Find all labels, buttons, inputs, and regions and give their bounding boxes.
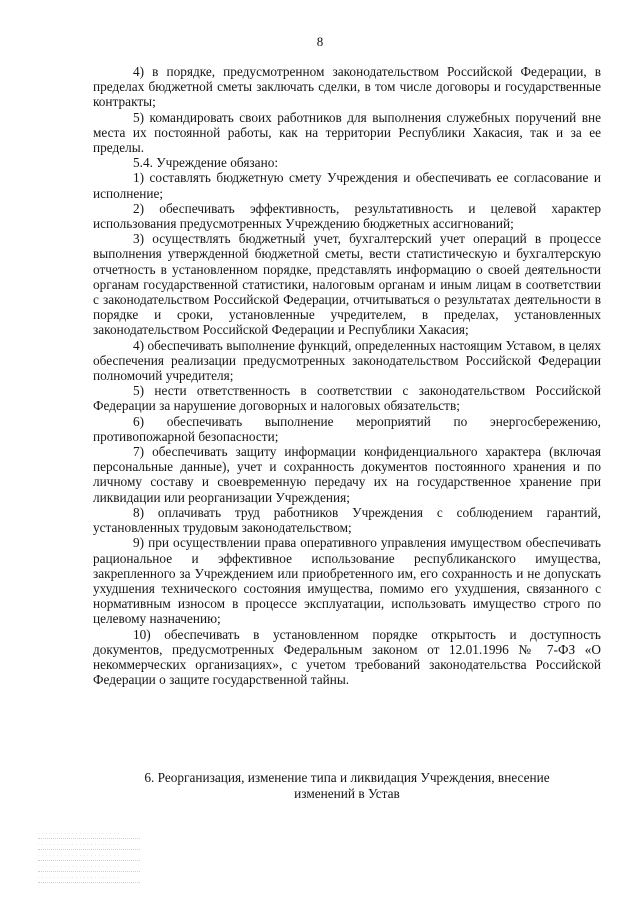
paragraph-clause-4: 4) в порядке, предусмотренном законодательством Российской Федерации, в пределах бюджетной сметы заключать сделки, в том числе договоры и государственные контракты; <box>93 64 601 110</box>
section-heading-line-1: 6. Реорганизация, изменение типа и ликвидация Учреждения, внесение <box>144 770 550 785</box>
paragraph-duty-2: 2) обеспечивать эффективность, результативность и целевой характер использования предусмотренных Учреждению бюджетных ассигнований; <box>93 200 601 232</box>
section-heading-line-2: изменений в Устав <box>294 786 400 801</box>
paragraph-duty-3: 3) осуществлять бюджетный учет, бухгалтерский учет операций в процессе выполнения утвержденной бюджетной сметы, вести статистическую и бухгалтерскую отчетность в установленном порядке, представлять информацию о своей деятельности органам государственной статистики, налоговым органам и иным лицам в соответствии с законодательством Российской Федерации, отчитываться о результатах деятельности в порядке и сроки, установленные учредителем, в пределах, установленных законодательством Российской Федерации и Республики Хакасия; <box>93 231 601 338</box>
paragraph-clause-5: 5) командировать своих работников для выполнения служебных поручений вне места их постоянной работы, как на территории Республики Хакасия, так и за ее пределы. <box>93 109 601 156</box>
paragraph-duty-1: 1) составлять бюджетную смету Учреждения и обеспечивать ее согласование и исполнение; <box>93 170 601 201</box>
paragraph-duty-5: 5) нести ответственность в соответствии с законодательством Российской Федерации за нарушение договорных и налоговых обязательств; <box>93 383 601 414</box>
paragraph-duty-7: 7) обеспечивать защиту информации конфиденциального характера (включая персональные данные), учет и сохранность документов постоянного хранения и по личному составу и своевременную передачу их на государственное хранение при ликвидации или реорганизации Учреждения; <box>93 444 601 505</box>
page-number: 8 <box>316 34 324 49</box>
paragraph-duty-9: 9) при осуществлении права оперативного управления имуществом обеспечивать рациональное и эффективное использование республиканского имущества, закрепленного за Учреждением или приобретенного им, его сохранность и не допускать ухудшения технического состояния имущества, помимо его ухудшения, связанного с нормативным износом в процессе эксплуатации, использовать имущество строго по целевому назначению; <box>93 535 601 627</box>
section-heading <box>93 770 601 802</box>
paragraph-section-5-4: 5.4. Учреждение обязано: <box>133 155 279 171</box>
paragraph-duty-6: 6) обеспечивать выполнение мероприятий по энергосбережению, противопожарной безопасности; <box>93 413 601 444</box>
paragraph-duty-4: 4) обеспечивать выполнение функций, определенных настоящим Уставом, в целях обеспечения реализации предусмотренных законодательством Российской Федерации полномочий учредителя; <box>93 337 601 384</box>
faded-stamp-image: · · · · · · · · · · · · · · · · · · · · · · · · · · · · · · · · · · · · · · · · · · · · · · · · · · · · · · · · · · · · · · · · · · · · · · · · · · · · · · · · · · · · · · · · · · · · · · · · · · · · · · · · · · · · · · <box>38 830 140 882</box>
body-text <box>93 64 601 687</box>
paragraph-duty-8: 8) оплачивать труд работников Учреждения с соблюдением гарантий, установленных трудовым законодательством; <box>93 504 601 536</box>
paragraph-duty-10: 10) обеспечивать в установленном порядке открытость и доступность документов, предусмотренных Федеральным законом от 12.01.1996 № 7-ФЗ «О некоммерческих организациях», с учетом требований законодательства Российской Федерации о защите государственной тайны. <box>93 626 601 688</box>
